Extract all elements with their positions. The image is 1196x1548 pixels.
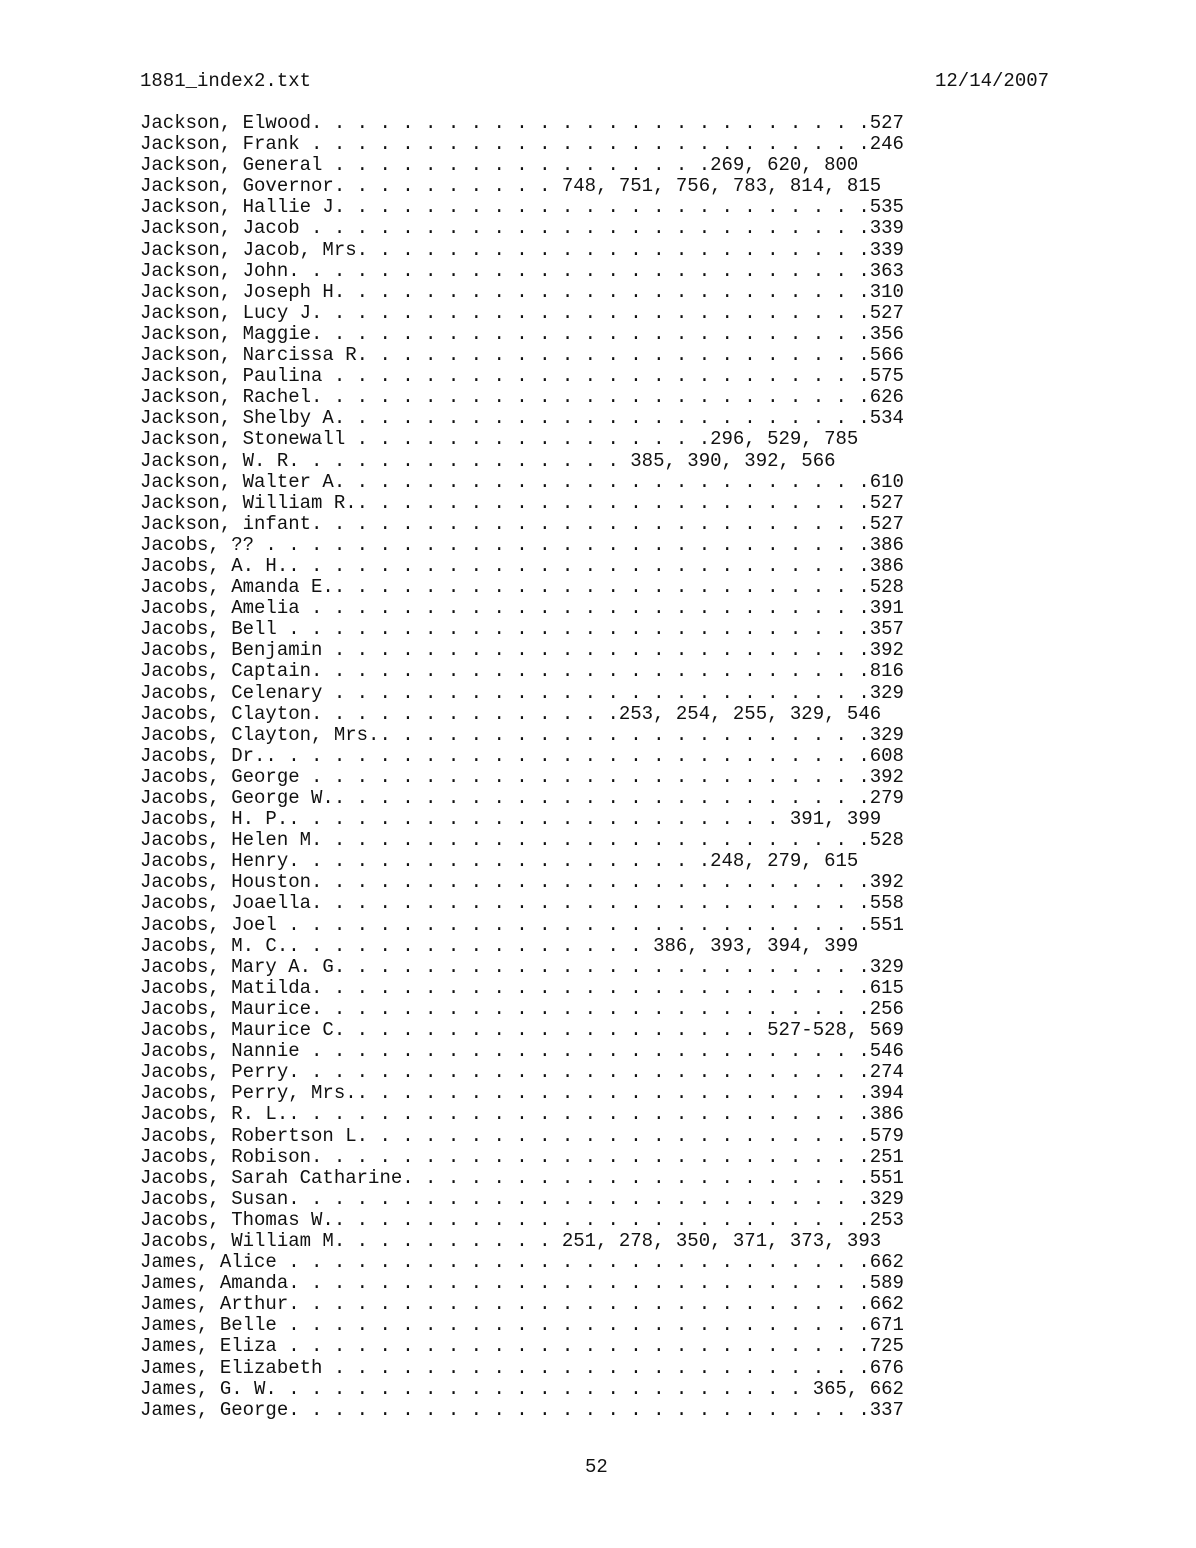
index-entry: Jackson, Elwood. . . . . . . . . . . . . . . . . . . . . . . . .527	[140, 113, 904, 134]
index-entry: James, George. . . . . . . . . . . . . . . . . . . . . . . . . .337	[140, 1399, 904, 1421]
index-entry: Jacobs, ?? . . . . . . . . . . . . . . . . . . . . . . . . . . .386	[140, 534, 904, 556]
index-entry: Jacobs, Sarah Catharine. . . . . . . . . . . . . . . . . . . . .551	[140, 1167, 904, 1189]
index-entry: Jacobs, Henry. . . . . . . . . . . . . . . . . . .248, 279, 615	[140, 851, 859, 873]
index-entry: Jackson, Rachel. . . . . . . . . . . . . . . . . . . . . . . . .626	[140, 387, 904, 409]
index-entry: Jackson, Narcissa R. . . . . . . . . . . . . . . . . . . . . . .566	[140, 345, 904, 367]
index-entry: Jackson, John. . . . . . . . . . . . . . . . . . . . . . . . . .363	[140, 260, 904, 282]
index-entry: James, Belle . . . . . . . . . . . . . . . . . . . . . . . . . .671	[140, 1315, 904, 1337]
index-entry: Jackson, Stonewall . . . . . . . . . . . . . . . .296, 529, 785	[140, 429, 859, 451]
index-entry: Jacobs, William M. . . . . . . . . . 251, 278, 350, 371, 373, 393	[140, 1230, 882, 1252]
index-entry: Jacobs, George . . . . . . . . . . . . . . . . . . . . . . . . .392	[140, 766, 904, 788]
index-entry: Jacobs, Robertson L. . . . . . . . . . . . . . . . . . . . . . .579	[140, 1125, 904, 1147]
index-entry: Jacobs, Captain. . . . . . . . . . . . . . . . . . . . . . . . .816	[140, 661, 904, 683]
index-entry: Jacobs, Celenary . . . . . . . . . . . . . . . . . . . . . . . .329	[140, 682, 904, 704]
index-entry: Jacobs, Maurice C. . . . . . . . . . . . . . . . . . . 527-528, 569	[140, 1020, 904, 1042]
index-entry: James, Arthur. . . . . . . . . . . . . . . . . . . . . . . . . .662	[140, 1294, 904, 1316]
index-entry: Jackson, Jacob, Mrs. . . . . . . . . . . . . . . . . . . . . . .339	[140, 239, 904, 261]
index-list	[140, 113, 920, 1421]
index-entry: Jacobs, Bell . . . . . . . . . . . . . . . . . . . . . . . . . .357	[140, 619, 904, 641]
index-entry: James, Elizabeth . . . . . . . . . . . . . . . . . . . . . . . .676	[140, 1357, 904, 1379]
index-entry: Jacobs, Susan. . . . . . . . . . . . . . . . . . . . . . . . . .329	[140, 1188, 904, 1210]
page-number: 52	[585, 1456, 608, 1478]
index-entry: Jackson, Walter A. . . . . . . . . . . . . . . . . . . . . . . .610	[140, 471, 904, 493]
index-entry: Jacobs, R. L.. . . . . . . . . . . . . . . . . . . . . . . . . .386	[140, 1104, 904, 1126]
index-entry: Jackson, Shelby A. . . . . . . . . . . . . . . . . . . . . . . .534	[140, 408, 904, 430]
index-entry: Jacobs, Thomas W.. . . . . . . . . . . . . . . . . . . . . . . .253	[140, 1209, 904, 1231]
index-entry: Jackson, Governor. . . . . . . . . . 748, 751, 756, 783, 814, 815	[140, 176, 882, 198]
index-entry: Jacobs, Perry, Mrs.. . . . . . . . . . . . . . . . . . . . . . .394	[140, 1083, 904, 1105]
index-entry: Jacobs, Benjamin . . . . . . . . . . . . . . . . . . . . . . . .392	[140, 640, 904, 662]
index-entry: Jacobs, A. H.. . . . . . . . . . . . . . . . . . . . . . . . . .386	[140, 555, 904, 577]
index-entry: Jacobs, Joel . . . . . . . . . . . . . . . . . . . . . . . . . .551	[140, 914, 904, 936]
index-entry: Jackson, infant. . . . . . . . . . . . . . . . . . . . . . . . .527	[140, 513, 904, 535]
index-entry: Jacobs, Clayton. . . . . . . . . . . . . .253, 254, 255, 329, 546	[140, 703, 882, 725]
index-entry: Jacobs, Nannie . . . . . . . . . . . . . . . . . . . . . . . . .546	[140, 1041, 904, 1063]
index-entry: Jackson, Paulina . . . . . . . . . . . . . . . . . . . . . . . .575	[140, 366, 904, 388]
index-entry: Jackson, Maggie. . . . . . . . . . . . . . . . . . . . . . . . .356	[140, 323, 904, 345]
index-entry: Jacobs, George W.. . . . . . . . . . . . . . . . . . . . . . . .279	[140, 788, 904, 809]
index-entry: Jacobs, Houston. . . . . . . . . . . . . . . . . . . . . . . . .392	[140, 872, 904, 894]
index-entry: Jackson, Joseph H. . . . . . . . . . . . . . . . . . . . . . . .310	[140, 281, 904, 303]
index-entry: James, Alice . . . . . . . . . . . . . . . . . . . . . . . . . .662	[140, 1252, 904, 1274]
index-entry: Jacobs, Maurice. . . . . . . . . . . . . . . . . . . . . . . . .256	[140, 998, 904, 1020]
index-entry: Jacobs, Clayton, Mrs.. . . . . . . . . . . . . . . . . . . . . .329	[140, 724, 904, 746]
index-entry: James, Eliza . . . . . . . . . . . . . . . . . . . . . . . . . .725	[140, 1336, 904, 1358]
index-entry: Jackson, Lucy J. . . . . . . . . . . . . . . . . . . . . . . . .527	[140, 302, 904, 324]
index-entry: Jacobs, Helen M. . . . . . . . . . . . . . . . . . . . . . . . .528	[140, 830, 904, 852]
index-entry: Jackson, General . . . . . . . . . . . . . . . . .269, 620, 800	[140, 155, 859, 177]
file-name: 1881_index2.txt	[140, 70, 312, 92]
index-entry: Jackson, Hallie J. . . . . . . . . . . . . . . . . . . . . . . .535	[140, 197, 904, 219]
index-entry: Jackson, Frank . . . . . . . . . . . . . . . . . . . . . . . . .246	[140, 134, 904, 156]
index-entry: Jackson, W. R. . . . . . . . . . . . . . . 385, 390, 392, 566	[140, 450, 836, 472]
index-entry: James, Amanda. . . . . . . . . . . . . . . . . . . . . . . . . .589	[140, 1273, 904, 1295]
index-entry: Jacobs, M. C.. . . . . . . . . . . . . . . . 386, 393, 394, 399	[140, 935, 859, 957]
index-entry: Jackson, Jacob . . . . . . . . . . . . . . . . . . . . . . . . .339	[140, 218, 904, 240]
index-entry: Jacobs, Robison. . . . . . . . . . . . . . . . . . . . . . . . .251	[140, 1146, 904, 1168]
index-entry: Jacobs, Amelia . . . . . . . . . . . . . . . . . . . . . . . . .391	[140, 598, 904, 620]
index-entry: Jackson, William R.. . . . . . . . . . . . . . . . . . . . . . .527	[140, 492, 904, 514]
index-entry: Jacobs, Dr.. . . . . . . . . . . . . . . . . . . . . . . . . . .608	[140, 745, 904, 767]
index-entry: Jacobs, Mary A. G. . . . . . . . . . . . . . . . . . . . . . . .329	[140, 956, 904, 978]
index-entry: Jacobs, Perry. . . . . . . . . . . . . . . . . . . . . . . . . .274	[140, 1062, 904, 1084]
index-entry: Jacobs, Matilda. . . . . . . . . . . . . . . . . . . . . . . . .615	[140, 977, 904, 999]
index-entry: James, G. W. . . . . . . . . . . . . . . . . . . . . . . . 365, 662	[140, 1378, 904, 1400]
print-date: 12/14/2007	[935, 70, 1050, 92]
index-entry: Jacobs, Joaella. . . . . . . . . . . . . . . . . . . . . . . . .558	[140, 893, 904, 915]
index-entry: Jacobs, Amanda E.. . . . . . . . . . . . . . . . . . . . . . . .528	[140, 577, 904, 599]
index-entry: Jacobs, H. P.. . . . . . . . . . . . . . . . . . . . . . 391, 399	[140, 809, 882, 831]
